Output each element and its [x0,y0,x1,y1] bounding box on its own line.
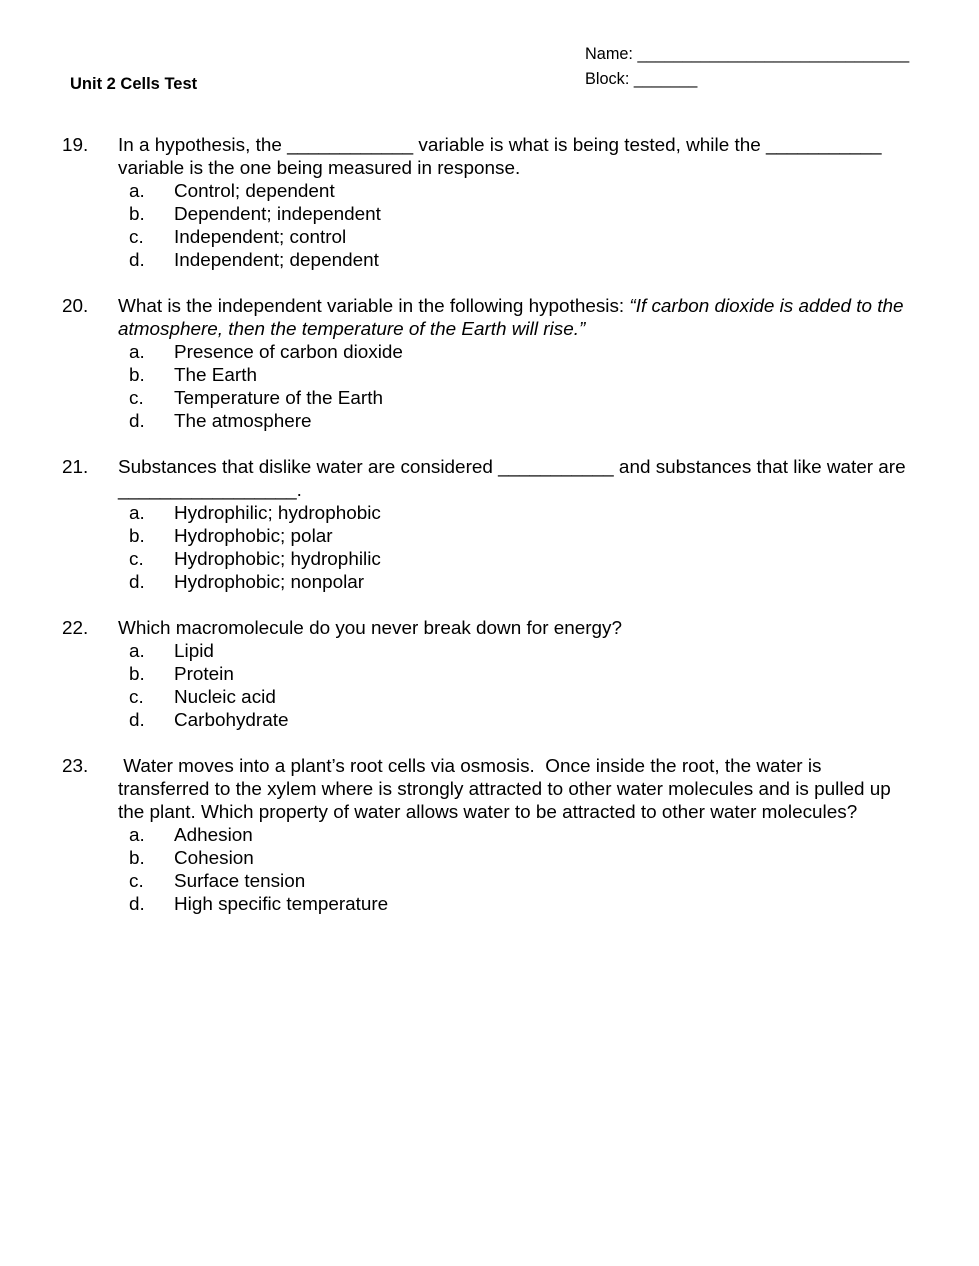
question-body [118,295,914,433]
answer-option [118,341,914,364]
option-text: Carbohydrate [174,710,289,731]
question-21 [62,456,914,594]
option-text: Hydrophobic; hydrophilic [174,549,381,570]
option-text: The Earth [174,365,257,386]
question-number: 21. [62,457,89,478]
option-letter: a. [129,342,145,363]
question-body [118,755,914,916]
name-row [585,42,909,67]
question-number: 20. [62,296,89,317]
option-letter: c. [129,227,144,248]
option-letter: a. [129,825,145,846]
question-number: 23. [62,756,89,777]
question-text-plain: Which macromolecule do you never break down for energy? [118,618,623,639]
name-blank-line: ______________________________ [632,45,910,63]
question-number: 19. [62,135,89,156]
block-row [585,67,909,92]
question-number: 22. [62,618,89,639]
question-text [118,617,914,640]
option-letter: c. [129,687,144,708]
question-body [118,617,914,732]
answer-option [118,640,914,663]
answer-option [118,571,914,594]
question-22 [62,617,914,732]
question-text-plain: Water moves into a plant’s root cells via osmosis. Once inside the root, the water is transferred to the xylem where is strongly attracted to other water molecules and is pulled up the plant. Which property of water allows water to be attracted to other water molecules? [118,756,897,823]
question-text [118,456,914,502]
option-text: Adhesion [174,825,253,846]
option-text: Control; dependent [174,181,335,202]
question-body [118,456,914,594]
answer-option [118,387,914,410]
answer-option [118,824,914,847]
option-letter: b. [129,664,145,685]
question-text [118,295,914,341]
question-text-italic: “If carbon dioxide is added to the atmosphere, then the temperature of the Earth will rise.” [118,296,909,340]
option-text: Hydrophilic; hydrophobic [174,503,381,524]
option-text: Independent; dependent [174,250,379,271]
option-text: The atmosphere [174,411,312,432]
answer-option [118,249,914,272]
question-text [118,755,914,824]
option-text: Protein [174,664,234,685]
answer-options [118,341,914,433]
answer-option [118,226,914,249]
answer-options [118,502,914,594]
question-text [118,134,914,180]
answer-option [118,203,914,226]
question-text-plain: In a hypothesis, the ____________ variable is what is being tested, while the ___________ variable is the one being measured in response. [118,135,887,179]
option-letter: d. [129,250,145,271]
answer-option [118,709,914,732]
option-letter: d. [129,710,145,731]
question-text-plain: Substances that dislike water are considered ___________ and substances that like water are _________________. [118,457,911,501]
option-text: High specific temperature [174,894,389,915]
option-text: Hydrophobic; nonpolar [174,572,365,593]
option-letter: a. [129,181,145,202]
option-text: Surface tension [174,871,306,892]
answer-option [118,663,914,686]
option-letter: a. [129,503,145,524]
page-title: Unit 2 Cells Test [70,75,198,93]
question-text-plain: What is the independent variable in the following hypothesis: [118,296,630,317]
option-letter: a. [129,641,145,662]
option-letter: b. [129,204,145,225]
answer-option [118,686,914,709]
answer-option [118,548,914,571]
option-letter: d. [129,894,145,915]
option-letter: b. [129,365,145,386]
option-letter: b. [129,848,145,869]
answer-option [118,502,914,525]
answer-option [118,525,914,548]
option-text: Lipid [174,641,214,662]
block-blank-line: _______ [629,70,698,88]
question-23 [62,755,914,916]
option-text: Presence of carbon dioxide [174,342,403,363]
question-list [62,134,914,939]
answer-option [118,410,914,433]
option-text: Cohesion [174,848,254,869]
option-letter: c. [129,388,144,409]
answer-options [118,824,914,916]
option-text: Temperature of the Earth [174,388,383,409]
option-letter: d. [129,572,145,593]
answer-options [118,180,914,272]
option-text: Dependent; independent [174,204,381,225]
option-letter: b. [129,526,145,547]
answer-option [118,847,914,870]
student-info-block [585,42,909,92]
answer-options [118,640,914,732]
option-letter: c. [129,549,144,570]
option-letter: d. [129,411,145,432]
option-text: Independent; control [174,227,347,248]
name-label: Name: [585,45,633,63]
option-text: Hydrophobic; polar [174,526,333,547]
option-letter: c. [129,871,144,892]
option-text: Nucleic acid [174,687,276,708]
answer-option [118,180,914,203]
question-19 [62,134,914,272]
answer-option [118,364,914,387]
question-body [118,134,914,272]
question-20 [62,295,914,433]
block-label: Block: [585,70,630,88]
answer-option [118,893,914,916]
answer-option [118,870,914,893]
